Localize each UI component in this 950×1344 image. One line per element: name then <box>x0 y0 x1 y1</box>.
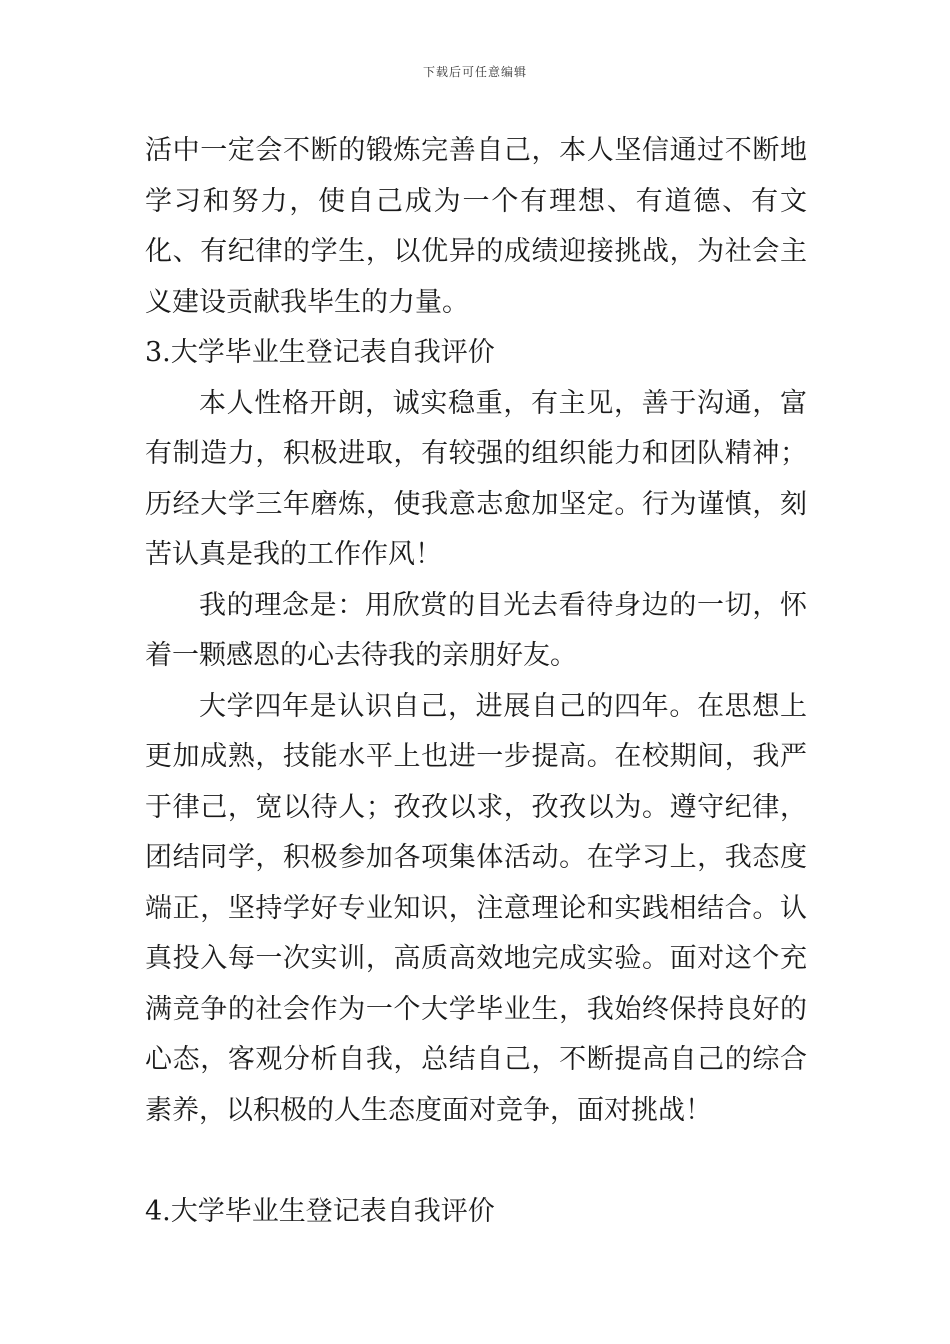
paragraph-3a: 本人性格开朗，诚实稳重，有主见，善于沟通，富有制造力，积极进取，有较强的组织能力和团队精神；历经大学三年磨炼，使我意志愈加坚定。行为谨慎，刻苦认真是我的工作作风！ <box>145 387 807 570</box>
section-heading-3: 3.大学毕业生登记表自我评价 <box>145 337 495 368</box>
paragraph-continuation: 活中一定会不断的锻炼完善自己，本人坚信通过不断地学习和努力，使自己成为一个有理想、有道德、有文化、有纪律的学生，以优异的成绩迎接挑战，为社会主义建设贡献我毕生的力量。 <box>145 135 807 318</box>
section-heading-4: 4.大学毕业生登记表自我评价 <box>145 1195 495 1227</box>
paragraph-3c: 大学四年是认识自己，进展自己的四年。在思想上更加成熟，技能水平上也进一步提高。在校期间，我严于律己，宽以待人；孜孜以求，孜孜以为。遵守纪律，团结同学，积极参加各项集体活动。在学习上，我态度端正，坚持学好专业知识，注意理论和实践相结合。认真投入每一次实训，高质高效地完成实验。面对这个充满竞争的社会作为一个大学毕业生，我始终保持良好的心态，客观分析自我，总结自己，不断提高自己的综合素养，以积极的人生态度面对竞争，面对挑战！ <box>145 690 807 1126</box>
document-body <box>145 126 807 1237</box>
header-note: 下载后可任意编辑 <box>422 65 527 79</box>
blank-line <box>145 1136 807 1187</box>
paragraph-3b: 我的理念是：用欣赏的目光去看待身边的一切，怀着一颗感恩的心去待我的亲朋好友。 <box>145 589 807 671</box>
